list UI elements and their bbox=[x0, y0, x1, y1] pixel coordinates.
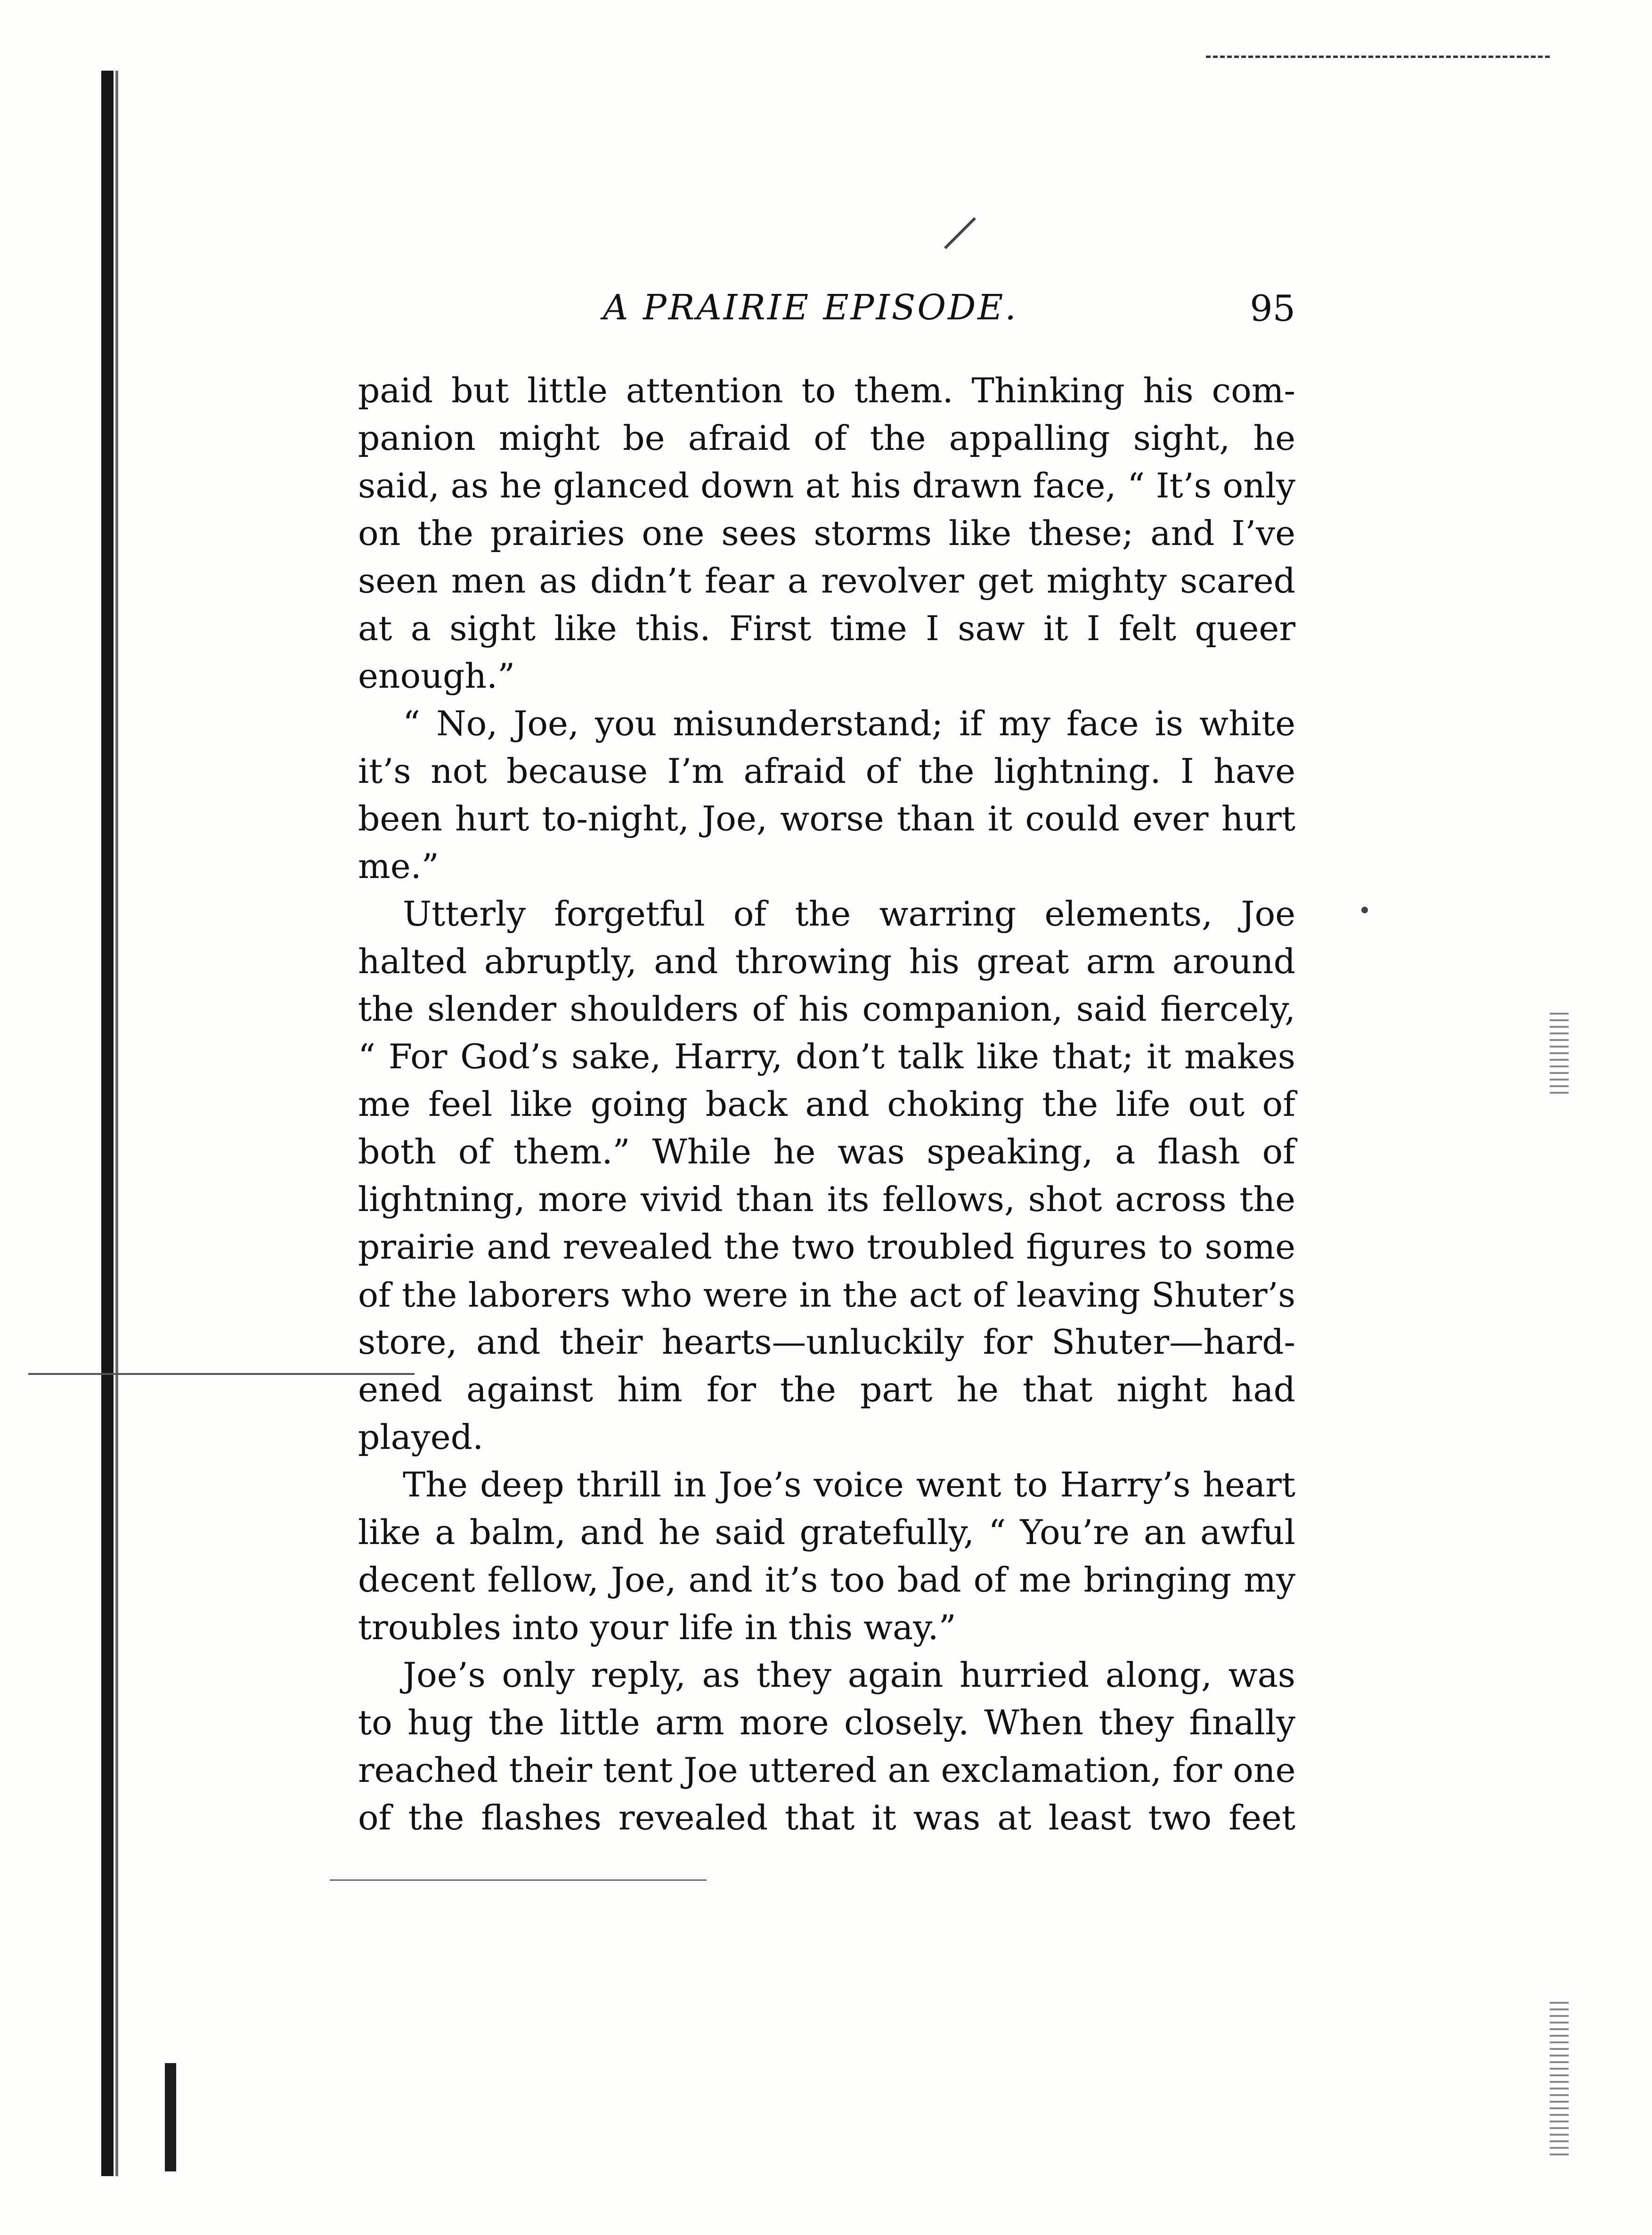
scan-stray-mark bbox=[944, 217, 976, 249]
text-line: been hurt to-night, Joe, worse than it could ever hurt bbox=[358, 799, 1295, 839]
running-title: A PRAIRIE EPISODE. bbox=[603, 287, 1018, 328]
text-line: the slender shoulders of his companion, said fiercely, bbox=[358, 990, 1295, 1029]
text-line: “ No, Joe, you misunderstand; if my face is white bbox=[403, 704, 1295, 744]
scan-stray-mark bbox=[165, 2063, 176, 2171]
text-line: Joe’s only reply, as they again hurried along, was bbox=[403, 1656, 1295, 1695]
text-line: me.” bbox=[358, 847, 439, 886]
scan-artifact-line bbox=[28, 1373, 415, 1375]
text-line: panion might be afraid of the appalling sight, he bbox=[358, 419, 1295, 458]
text-line: on the prairies one sees storms like these; and I’ve bbox=[358, 514, 1295, 553]
scan-top-dashes bbox=[1206, 56, 1550, 58]
text-line: paid but little attention to them. Thinking his com- bbox=[358, 371, 1295, 411]
scan-edge-speckle bbox=[1550, 1013, 1569, 1097]
text-line: lightning, more vivid than its fellows, shot across the bbox=[358, 1180, 1295, 1219]
text-line: both of them.” While he was speaking, a flash of bbox=[358, 1132, 1295, 1172]
text-line: at a sight like this. First time I saw it I felt queer bbox=[358, 609, 1295, 649]
text-line: seen men as didn’t fear a revolver get mighty scared bbox=[358, 561, 1295, 601]
scan-edge-speckle bbox=[1550, 2002, 1569, 2157]
scan-artifact-line bbox=[330, 1879, 707, 1881]
scan-binding-shadow-inner bbox=[115, 71, 118, 2176]
text-line: played. bbox=[358, 1418, 484, 1457]
text-line: Utterly forgetful of the warring elements, Joe bbox=[403, 894, 1295, 934]
text-line: The deep thrill in Joe’s voice went to Harry’s heart bbox=[403, 1465, 1295, 1505]
text-line: halted abruptly, and throwing his great arm around bbox=[358, 942, 1295, 982]
text-line: to hug the little arm more closely. When they finally bbox=[358, 1703, 1295, 1743]
text-line: it’s not because I’m afraid of the lightning. I have bbox=[358, 752, 1295, 791]
text-line: store, and their hearts—unluckily for Shuter—hard- bbox=[358, 1323, 1295, 1362]
text-line: of the flashes revealed that it was at least two feet bbox=[358, 1798, 1295, 1838]
text-line: like a balm, and he said gratefully, “ You’re an awful bbox=[358, 1513, 1295, 1552]
text-line: “ For God’s sake, Harry, don’t talk like that; it makes bbox=[358, 1037, 1295, 1077]
running-head bbox=[358, 287, 1295, 339]
body-text bbox=[358, 367, 1295, 1842]
text-line: enough.” bbox=[358, 657, 515, 696]
text-line: ened against him for the part he that night had bbox=[358, 1370, 1295, 1410]
page-number: 95 bbox=[1250, 287, 1295, 329]
text-line: me feel like going back and choking the life out of bbox=[358, 1085, 1295, 1124]
text-line: said, as he glanced down at his drawn face, “ It’s only bbox=[358, 466, 1295, 506]
text-line: troubles into your life in this way.” bbox=[358, 1608, 956, 1648]
text-line: reached their tent Joe uttered an exclamation, for one bbox=[358, 1751, 1296, 1790]
scan-binding-shadow bbox=[101, 71, 114, 2176]
scan-stray-mark bbox=[1361, 907, 1368, 913]
text-line: prairie and revealed the two troubled figures to some bbox=[358, 1227, 1295, 1267]
text-line: decent fellow, Joe, and it’s too bad of me bringing my bbox=[358, 1560, 1295, 1600]
text-line: of the laborers who were in the act of leaving Shuter’s bbox=[358, 1276, 1295, 1315]
